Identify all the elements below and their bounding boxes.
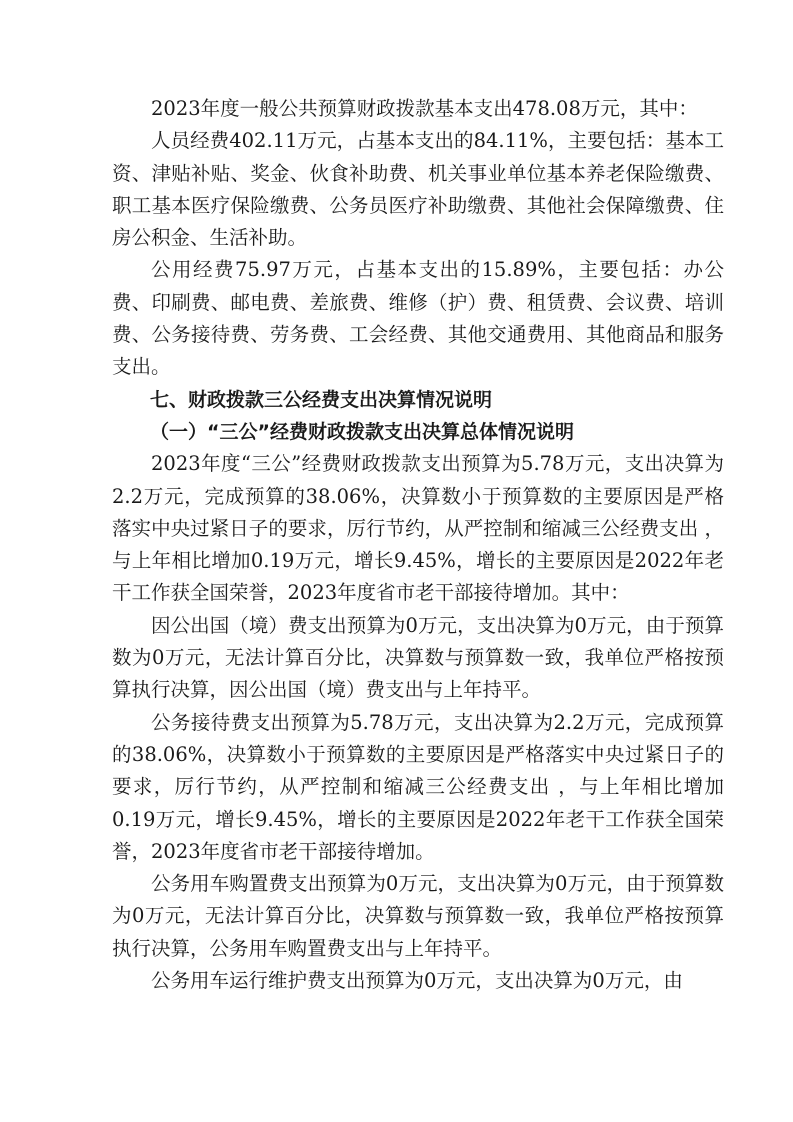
document-body (112, 93, 724, 997)
paragraph-official-reception: 公务接待费支出预算为5.78万元，支出决算为2.2万元，完成预算的38.06%，决算数小于预算数的主要原因是严格落实中央过紧日子的要求，厉行节约，从严控制和缩减三公经费支出 ，与上年相比增加0.19万元，增长9.45%，增长的主要原因是2022年老干工作获全国荣誉，2023年度省市老干部接待增加。 (112, 710, 724, 863)
paragraph-vehicle-operation: 公务用车运行维护费支出预算为0万元，支出决算为0万元，由 (151, 969, 683, 993)
paragraph-vehicle-purchase: 公务用车购置费支出预算为0万元，支出决算为0万元，由于预算数为0万元，无法计算百分比，决算数与预算数一致，我单位严格按预算执行决算，公务用车购置费支出与上年持平。 (112, 872, 724, 960)
paragraph-overseas-travel: 因公出国（境）费支出预算为0万元，支出决算为0万元，由于预算数为0万元，无法计算百分比，决算数与预算数一致，我单位严格按预算执行决算，因公出国（境）费支出与上年持平。 (112, 613, 724, 702)
paragraph-three-public-overview: 2023年度“三公”经费财政拨款支出预算为5.78万元，支出决算为2.2万元，完成预算的38.06%，决算数小于预算数的主要原因是严格落实中央过紧日子的要求，厉行节约，从严控制和缩减三公经费支出 ，与上年相比增加0.19万元，增长9.45%，增长的主要原因是2022年老干工作获全国荣誉，2023年度省市老干部接待增加。其中： (112, 452, 724, 605)
paragraph-personnel-expenses: 人员经费402.11万元，占基本支出的84.11%，主要包括：基本工资、津贴补贴、奖金、伙食补助费、机关事业单位基本养老保险缴费、职工基本医疗保险缴费、公务员医疗补助缴费、其他社会保障缴费、住房公积金、生活补助。 (112, 129, 724, 250)
paragraph-basic-expenditure: 2023年度一般公共预算财政拨款基本支出478.08万元，其中： (151, 97, 698, 120)
paragraph-public-expenses: 公用经费75.97万元，占基本支出的15.89%，主要包括：办公费、印刷费、邮电费、差旅费、维修（护）费、租赁费、会议费、培训费、公务接待费、劳务费、工会经费、其他交通费用、其他商品和服务支出。 (112, 258, 724, 379)
section-heading-three-public: 七、财政拨款三公经费支出决算情况说明 (150, 388, 493, 411)
subsection-heading-overall: （一）“三公”经费财政拨款支出决算总体情况说明 (150, 420, 574, 443)
